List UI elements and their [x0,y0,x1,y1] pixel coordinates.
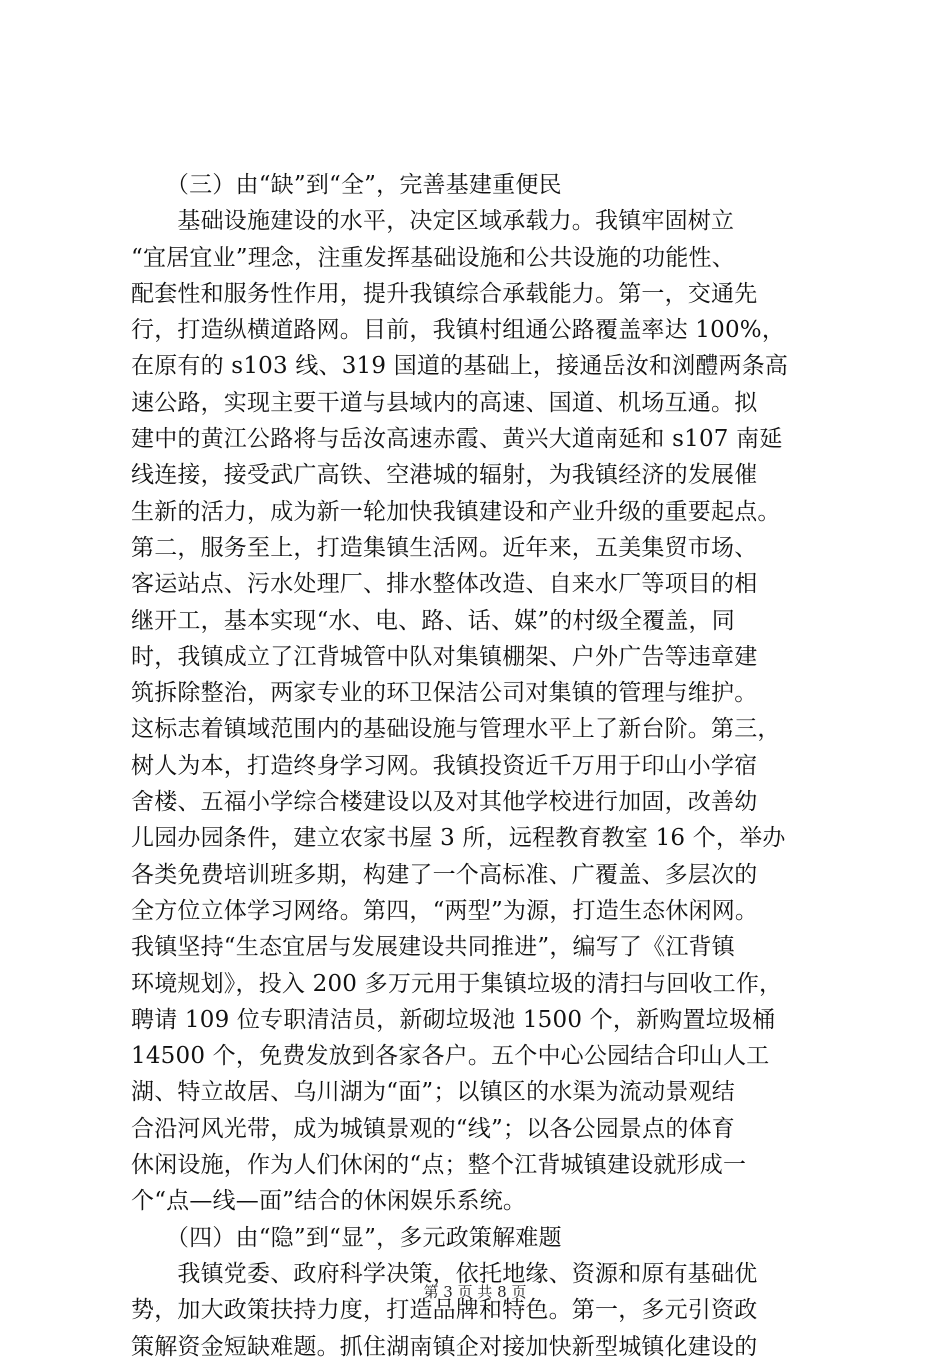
text-line: 我镇坚持“生态宜居与发展建设共同推进”，编写了《江背镇 [131,934,735,961]
text-line: 筑拆除整治，两家专业的环卫保洁公司对集镇的管理与维护。 [131,680,758,707]
text-line: “宜居宜业”理念，注重发挥基础设施和公共设施的功能性、 [131,244,735,271]
text-line: 这标志着镇域范围内的基础设施与管理水平上了新台阶。第三， [131,716,781,743]
text-line: 在原有的 s103 线、319 国道的基础上，接通岳汝和浏醴两条高 [131,353,789,380]
text-line: 环境规划》，投入 200 多万元用于集镇垃圾的清扫与回收工作， [131,970,783,997]
text-line: 湖、特立故居、乌川湖为“面”；以镇区的水渠为流动景观结 [131,1079,735,1106]
text-line: 合沿河风光带，成为城镇景观的“线”；以各公园景点的体育 [131,1115,735,1142]
text-line: 建中的黄江公路将与岳汝高速赤霞、黄兴大道南延和 s107 南延 [131,426,783,453]
page-footer: 第 3 页 共 8 页 [423,1283,527,1301]
text-line: 我镇党委、政府科学决策，依托地缘、资源和原有基础优 [131,1260,758,1287]
text-line: （四）由“隐”到“显”，多元政策解难题 [131,1224,562,1251]
text-line: 客运站点、污水处理厂、排水整体改造、自来水厂等项目的相 [131,571,758,598]
text-line: 配套性和服务性作用，提升我镇综合承载能力。第一，交通先 [131,280,758,307]
text-line: 基础设施建设的水平，决定区域承载力。我镇牢固树立 [131,208,735,235]
text-line: 继开工，基本实现“水、电、路、话、媒”的村级全覆盖，同 [131,607,735,634]
text-line: 14500 个，免费发放到各家各户。五个中心公园结合印山人工 [131,1043,770,1070]
text-line: 各类免费培训班多期，构建了一个高标准、广覆盖、多层次的 [131,861,758,888]
text-line: 树人为本，打造终身学习网。我镇投资近千万用于印山小学宿 [131,752,758,779]
text-line: 生新的活力，成为新一轮加快我镇建设和产业升级的重要起点。 [131,498,781,525]
text-line: 策解资金短缺难题。抓住湖南镇企对接加快新型城镇化建设的 [131,1333,758,1360]
text-line: 势，加大政策扶持力度，打造品牌和特色。第一，多元引资政 [131,1297,758,1324]
text-line: 休闲设施，作为人们休闲的“点；整个江背城镇建设就形成一 [131,1152,747,1179]
text-line: （三）由“缺”到“全”，完善基建重便民 [131,172,562,198]
text-line: 儿园办园条件，建立农家书屋 3 所，远程教育教室 16 个，举办 [131,825,786,852]
text-line: 第二，服务至上，打造集镇生活网。近年来，五美集贸市场、 [131,534,758,561]
text-line: 时，我镇成立了江背城管中队对集镇棚架、户外广告等违章建 [131,643,758,670]
text-line: 全方位立体学习网络。第四，“两型”为源，打造生态休闲网。 [131,897,759,924]
text-line: 聘请 109 位专职清洁员，新砌垃圾池 1500 个，新购置垃圾桶 [131,1006,776,1033]
text-line: 行，打造纵横道路网。目前，我镇村组通公路覆盖率达 100%， [131,317,786,344]
document-body [131,167,861,1365]
text-line: 速公路，实现主要干道与县域内的高速、国道、机场互通。拟 [131,389,758,416]
text-line: 舍楼、五福小学综合楼建设以及对其他学校进行加固，改善幼 [131,789,758,816]
text-line: 个“点—线—面”结合的休闲娱乐系统。 [131,1188,527,1215]
text-line: 线连接，接受武广高铁、空港城的辐射，为我镇经济的发展催 [131,462,758,489]
